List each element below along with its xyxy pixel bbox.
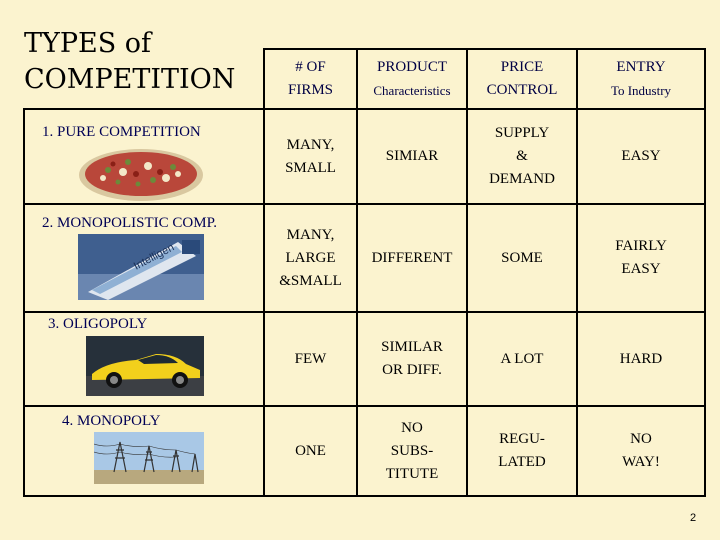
cell-oligopoly-price [468, 313, 576, 405]
cell-text: SUPPLY [494, 125, 550, 141]
cell-text: OR DIFF. [382, 362, 442, 378]
cell-monopolistic-firms [265, 205, 356, 311]
cell-monopolistic-price [468, 205, 576, 311]
header-product-line1: PRODUCT [376, 59, 447, 75]
power-lines-image [94, 432, 204, 484]
header-product [358, 50, 466, 108]
cell-text: SUBS- [390, 442, 434, 459]
header-price-line1: PRICE [500, 59, 544, 75]
page-number: 2 [690, 512, 697, 524]
title-line-2: COMPETITION [24, 64, 236, 95]
cell-text: FAIRLY [615, 238, 667, 254]
cell-text: SIMILAR [381, 339, 443, 355]
cell-text: FEW [294, 350, 327, 367]
cell-text: DIFFERENT [371, 249, 453, 266]
cell-text: & [516, 148, 528, 164]
row-label-monopolistic: 2. MONOPOLISTIC COMP. [42, 215, 218, 231]
cell-oligopoly-firms [265, 313, 356, 405]
cell-monopoly-firms [265, 407, 356, 495]
cell-text: ONE [295, 442, 326, 459]
header-price-control [468, 50, 576, 108]
header-entry [578, 50, 704, 108]
cell-text: SMALL [285, 159, 336, 176]
cell-oligopoly-entry [578, 313, 704, 405]
page-title [24, 26, 264, 98]
cell-monopoly-product [358, 407, 466, 495]
header-price-line2: CONTROL [486, 82, 558, 98]
cell-text: NO [630, 431, 652, 447]
cell-text: &SMALL [279, 272, 342, 289]
cell-text: HARD [619, 350, 663, 367]
cell-text: REGU- [499, 431, 545, 447]
cell-monopolistic-entry [578, 205, 704, 311]
row-label-monopoly: 4. MONOPOLY [62, 413, 161, 429]
cell-text: SIMIAR [385, 148, 439, 164]
cell-text: SOME [501, 249, 543, 266]
cell-monopoly-entry [578, 407, 704, 495]
sports-car-image [86, 336, 204, 396]
row-label-oligopoly: 3. OLIGOPOLY [48, 316, 148, 332]
title-line-1: TYPES of [24, 28, 152, 59]
cell-text: EASY [621, 261, 661, 277]
cell-pure-price [468, 110, 576, 203]
cell-text: LATED [498, 454, 546, 470]
cell-text: NO [401, 419, 423, 436]
cell-monopolistic-product [358, 205, 466, 311]
cell-text: TITUTE [385, 465, 439, 482]
cell-pure-product [358, 110, 466, 203]
cell-text: MANY, [286, 136, 335, 153]
header-product-line2: Characteristics [373, 83, 451, 98]
cell-text: A LOT [500, 350, 544, 367]
cell-pure-firms [265, 110, 356, 203]
cell-pure-entry [578, 110, 704, 203]
header-num-firms-line2: FIRMS [287, 82, 334, 98]
header-num-firms [265, 50, 356, 108]
cell-text: LARGE [285, 249, 336, 266]
toothpaste-image [78, 234, 204, 300]
cell-text: MANY, [286, 226, 335, 243]
cell-text: DEMAND [489, 171, 555, 187]
header-entry-line2: To Industry [610, 83, 672, 98]
cell-text: EASY [621, 148, 661, 164]
cell-text: WAY! [622, 454, 660, 470]
header-entry-line1: ENTRY [616, 59, 666, 75]
cell-oligopoly-product [358, 313, 466, 405]
row-label-pure-competition: 1. PURE COMPETITION [42, 124, 201, 140]
header-num-firms-line1: # OF [295, 59, 326, 75]
pizza-image [78, 142, 204, 202]
svg-text:Intelligen: Intelligen [131, 241, 177, 273]
cell-monopoly-price [468, 407, 576, 495]
